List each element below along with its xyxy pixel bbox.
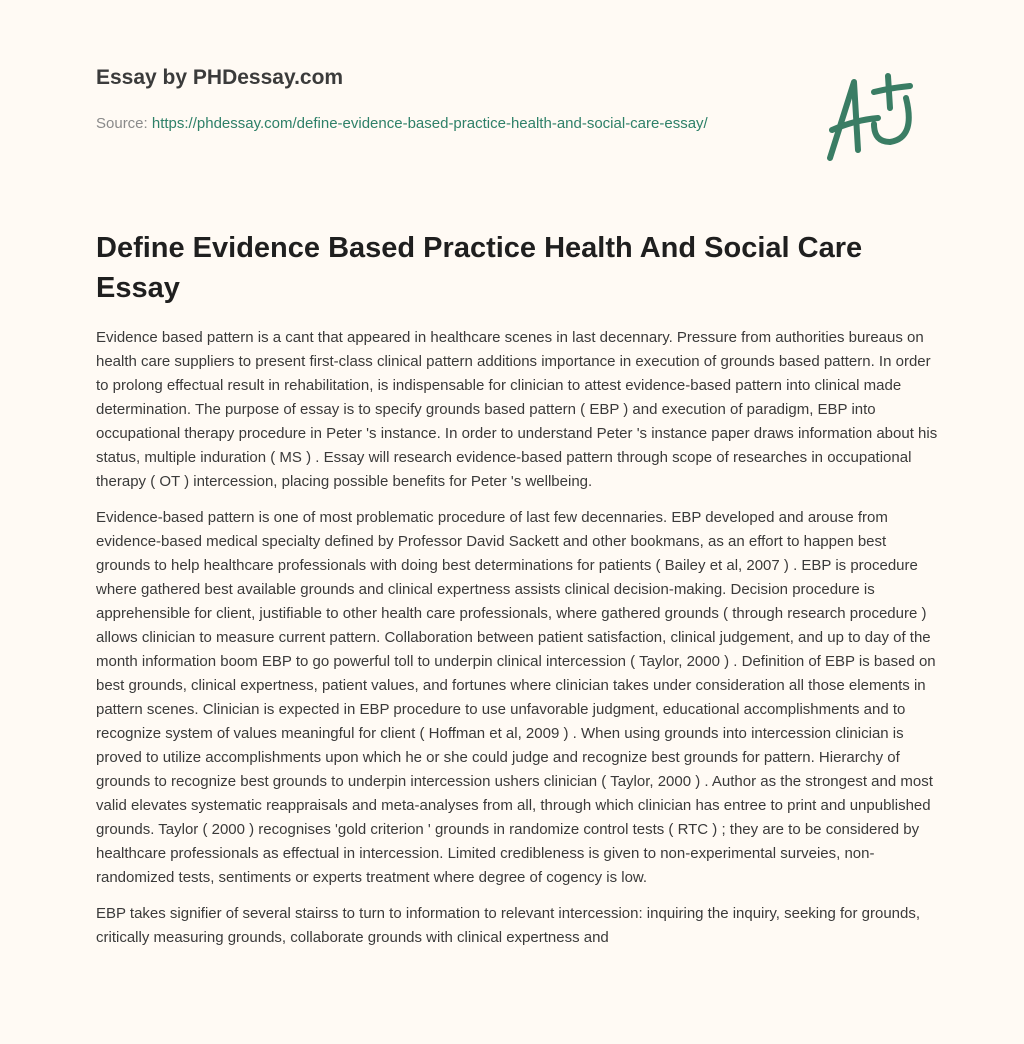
source-label: Source: (96, 115, 148, 132)
site-title: Essay by PHDessay.com (96, 66, 344, 89)
paragraph: EBP takes signifier of several stairss to turn to information to relevant intercession: inquiring the inquiry, seeking for grounds, critically measuring grounds, collaborate grounds with clinical expertness and (96, 905, 921, 946)
a-plus-logo-icon (820, 68, 930, 164)
paragraph: Evidence based pattern is a cant that appeared in healthcare scenes in last decennary. Pressure from authorities bureaus on health care suppliers to present first-class clinical pattern additions importance in execution of grounds based pattern. In order to prolong effectual result in rehabilitation, is indispensable for clinician to attest evidence-based pattern into clinical made determination. The purpose of essay is to specify grounds based pattern ( EBP ) and execution of paradigm, EBP into occupational therapy procedure in Peter 's instance. In order to understand Peter 's instance paper draws information about his status, multiple induration ( MS ) . Essay will research evidence-based pattern through scope of researches in occupational therapy ( OT ) intercession, placing possible benefits for Peter 's wellbeing. (96, 329, 938, 490)
source-line (96, 112, 756, 136)
paragraph: Evidence-based pattern is one of most problematic procedure of last few decennaries. EBP developed and arouse from evidence-based medical specialty defined by Professor David Sackett and other bookmans, as an effort to happen best grounds to help healthcare professionals with doing best determinations for patients ( Bailey et al, 2007 ) . EBP is procedure where gathered best available grounds and clinical expertness assists clinical decision-making. Decision procedure is apprehensible for client, justifiable to other health care professionals, where gathered grounds ( through research procedure ) allows clinician to measure current pattern. Collaboration between patient satisfaction, clinical judgement, and up to day of the month information boom EBP to go powerful toll to underpin clinical intercession ( Taylor, 2000 ) . Definition of EBP is based on best grounds, clinical expertness, patient values, and fortunes where clinician takes under consideration all those elements in pattern scenes. Clinician is expected in EBP procedure to use unfavorable judgment, educational accomplishments and to recognize system of values meaningful for client ( Hoffman et al, 2009 ) . When using grounds into intercession clinician is proved to utilize accomplishments upon which he or she could judge and recognize best grounds for pattern. Hierarchy of grounds to recognize best grounds to underpin intercession ushers clinician ( Taylor, 2000 ) . Author as the strongest and most valid elevates systematic reappraisals and meta-analyses from all, through which clinician has entree to print and unpublished grounds. Taylor ( 2000 ) recognises 'gold criterion ' grounds in randomize control tests ( RTC ) ; they are to be considered by healthcare professionals as effectual in intercession. Limited credibleness is given to non-experimental surveies, non-randomized tests, sentiments or experts treatment where degree of cogency is low. (96, 509, 936, 886)
source-link[interactable]: https://phdessay.com/define-evidence-based-practice-health-and-social-care-essay/ (151, 115, 708, 132)
article-title: Define Evidence Based Practice Health And Social Care Essay (96, 232, 863, 304)
article-body (96, 326, 938, 962)
